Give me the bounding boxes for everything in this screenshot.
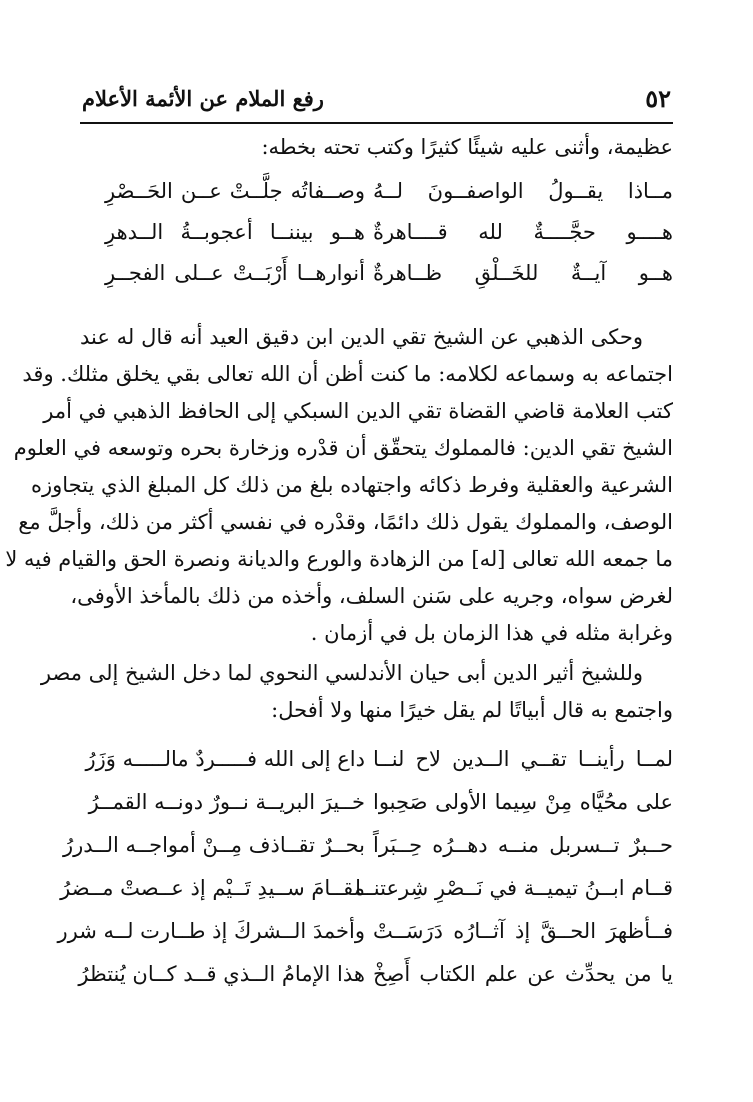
paragraph-line: وغرابة مثله في هذا الزمان بل في أزمان . (310, 621, 673, 645)
page-header (80, 82, 673, 122)
verse-first-hemistich: مــاذا يقــولُ الواصفــونَ لــهُ (373, 179, 673, 203)
verse-first-hemistich: لمــا رأينــا تقــي الــدين لاح لنــا (373, 747, 673, 771)
verse-second-hemistich: أنوارهــا أَرْبَــتْ عــلى الفجــرِ (105, 261, 365, 285)
verse-second-hemistich: بحــرٌ تقــاذف مِــنْ أمواجــه الــدررُ (63, 833, 365, 857)
paragraph-line: لغرض سواه، وجريه على سَنن السلف، وأخذه من ذلك بالمأخذ الأوفى، (70, 584, 673, 608)
verse-second-hemistich: هذا الإمامُ الــذي قــد كــان يُنتظرُ (78, 962, 365, 986)
verse-second-hemistich: داع إلى الله فـــــردٌ مالـــــه وَزَرُ (85, 747, 365, 771)
verse-first-hemistich: يا من يحدِّث عن علم الكتاب أَصِخْ (373, 962, 673, 986)
verse-second-hemistich: وأخمدَ الــشركَ إذ طــارت لــه شرر (57, 919, 365, 943)
running-title: رفع الملام عن الأئمة الأعلام (82, 86, 324, 111)
page-number: ٥٢ (645, 84, 671, 113)
verse-second-hemistich: هــو بيننــا أعجوبــةُ الــدهرِ (105, 220, 365, 244)
paragraph-line: الوصف، والمملوك يقول ذلك دائمًا، وقدْره في نفسي أكثر من ذلك، وأجلَّ مع (18, 510, 673, 534)
paragraph-line: واجتمع به قال أبياتًا لم يقل خيرًا منها ولا أفحل: (271, 698, 673, 722)
paragraph-line: اجتماعه به وسماعه لكلامه: ما كنت أظن أن الله تعالى بقي يخلق مثلك. وقد (22, 362, 673, 386)
paragraph-line: الشيخ تقي الدين: فالمملوك يتحقّق أن قدْره وزخارة بحره وتوسعه في العلوم (13, 436, 673, 460)
paragraph-line: وللشيخ أثير الدين أبى حيان الأندلسي النحوي لما دخل الشيخ إلى مصر (40, 661, 643, 685)
verse-first-hemistich: هــــو حجَّــــةٌ لله قــــاهرةٌ (373, 220, 673, 244)
paragraph-line: الشرعية والعقلية وفرط ذكائه واجتهاده بلغ من ذلك كل المبلغ الذي يتجاوزه (30, 473, 673, 497)
verse-second-hemistich: خــيرَ البريــة نــورٌ دونــه القمــرُ (88, 790, 365, 814)
verse-first-hemistich: قــام ابــنُ تيميــة في نَــصْرِ شِرعتنــا (355, 876, 673, 900)
paragraph-line: وحكى الذهبي عن الشيخ تقي الدين ابن دقيق العيد أنه قال له عند (80, 325, 643, 349)
verse-first-hemistich: فــأظهرَ الحــقَّ إذ آثــارُه دَرَسَــتْ (373, 919, 673, 943)
verse-first-hemistich: حــبرٌ تــسربل منــه دهــرُه حِــبَراً (373, 833, 673, 857)
verse-first-hemistich: على محُيَّاه مِنْ سِيما الأولى صَحِبوا (373, 790, 673, 814)
verse-second-hemistich: مقــامَ ســيدِ تَــيْم إذ عــصتْ مــضرُ (60, 876, 365, 900)
paragraph-line: كتب العلامة قاضي القضاة تقي الدين السبكي إلى الحافظ الذهبي في أمر (43, 399, 673, 423)
verse-second-hemistich: وصــفاتُه جلَّــتْ عــن الحَــصْرِ (105, 179, 365, 203)
header-rule (80, 122, 673, 124)
verse-first-hemistich: هــو آيــةٌ للخَــلْقِ ظــاهرةٌ (373, 261, 673, 285)
paragraph-line: ما جمعه الله تعالى [له] من الزهادة والورع والديانة ونصرة الحق والقيام فيه لا (5, 547, 673, 571)
paragraph-line: عظيمة، وأثنى عليه شيئًا كثيرًا وكتب تحته بخطه: (261, 135, 673, 159)
